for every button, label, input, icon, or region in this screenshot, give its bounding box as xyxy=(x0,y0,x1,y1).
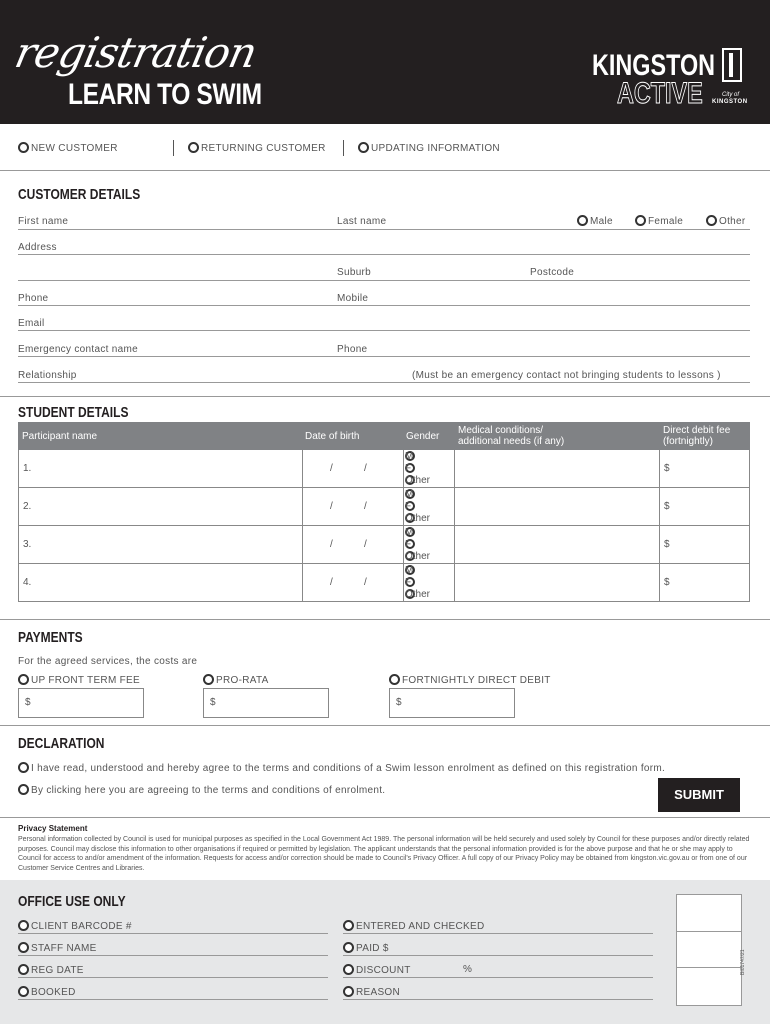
divider xyxy=(0,725,770,726)
gender-f-label: F xyxy=(405,463,412,474)
reg-date-field[interactable] xyxy=(18,977,328,978)
reason-label: REASON xyxy=(356,987,401,998)
date-sep: / xyxy=(364,577,367,588)
relationship-field[interactable] xyxy=(18,382,750,383)
kingston-k-icon xyxy=(722,48,742,82)
student-row[interactable] xyxy=(19,450,749,488)
declaration-heading: DECLARATION xyxy=(18,735,105,752)
discount-option[interactable] xyxy=(343,964,411,976)
paid-label: PAID $ xyxy=(356,943,389,954)
divider xyxy=(454,450,455,488)
fee-header-line1: Direct debit fee xyxy=(663,425,731,436)
radio-icon[interactable] xyxy=(203,674,214,685)
date-sep: / xyxy=(330,463,333,474)
returning-customer-label: RETURNING CUSTOMER xyxy=(201,143,326,154)
student-row[interactable] xyxy=(19,488,749,526)
staff-name-field[interactable] xyxy=(18,955,328,956)
office-stamp-box[interactable] xyxy=(676,894,742,932)
fee-header-line2: (fortnightly) xyxy=(663,436,714,447)
date-of-birth-header: Date of birth xyxy=(305,431,360,442)
divider xyxy=(454,564,455,602)
divider xyxy=(0,170,770,171)
radio-icon[interactable] xyxy=(18,674,29,685)
currency-symbol: $ xyxy=(396,697,402,708)
brand-line2: ACTIVE xyxy=(616,77,703,110)
updating-information-label: UPDATING INFORMATION xyxy=(371,143,500,154)
postcode-label: Postcode xyxy=(530,267,575,278)
form-reference: BI01747/21 xyxy=(740,949,746,975)
office-stamp-box[interactable] xyxy=(676,932,742,968)
script-title: registration xyxy=(10,28,261,77)
returning-customer-option[interactable] xyxy=(188,142,326,154)
staff-name-option[interactable] xyxy=(18,942,97,954)
phone-field[interactable] xyxy=(18,305,750,306)
updating-information-option[interactable] xyxy=(358,142,500,154)
city-of-kingston-logo xyxy=(712,48,752,108)
declaration-statement2: By clicking here you are agreeing to the terms and conditions of enrolment. xyxy=(31,785,386,796)
date-sep: / xyxy=(364,539,367,550)
currency-symbol: $ xyxy=(25,697,31,708)
suburb-field[interactable] xyxy=(18,280,750,281)
female-label: Female xyxy=(648,216,684,227)
entered-checked-field[interactable] xyxy=(343,933,653,934)
client-barcode-field[interactable] xyxy=(18,933,328,934)
gender-other-label: Other xyxy=(405,589,431,600)
divider xyxy=(659,564,660,602)
office-use-section xyxy=(0,880,770,1024)
currency-symbol: $ xyxy=(664,577,670,588)
radio-icon[interactable] xyxy=(18,784,29,795)
currency-symbol: $ xyxy=(210,697,216,708)
date-sep: / xyxy=(364,501,367,512)
divider xyxy=(403,488,404,526)
gender-m-label: M xyxy=(405,565,414,576)
date-sep: / xyxy=(330,539,333,550)
privacy-text: Personal information collected by Council is used for municipal purposes as specified in the Local Government Act 1989. The personal information will be held securely and used solely by Council for these purposes and/or directly related purposes. Council may disclose this information to other organisations if required or permitted by legislation. The applicant understands that the personal information provided is for the above purpose and that he or she may apply to Council for access to and/or amendment of the information. Requests for access and/or correction should be made to Council's Privacy Officer. A full copy of our Privacy Policy may be obtained from kingston.vic.gov.au or from one of our Customer Service Centres and Libraries. xyxy=(18,836,750,872)
up-front-label: UP FRONT TERM FEE xyxy=(31,675,141,686)
radio-icon[interactable] xyxy=(389,674,400,685)
entered-checked-label: ENTERED AND CHECKED xyxy=(356,921,485,932)
divider xyxy=(302,564,303,602)
radio-icon[interactable] xyxy=(358,142,369,153)
row-number: 2. xyxy=(23,501,32,512)
divider xyxy=(403,450,404,488)
radio-icon[interactable] xyxy=(343,942,354,953)
date-sep: / xyxy=(364,463,367,474)
email-field[interactable] xyxy=(18,330,750,331)
pro-rata-label: PRO-RATA xyxy=(216,675,269,686)
pro-rata-amount-field[interactable] xyxy=(203,688,329,718)
up-front-option[interactable] xyxy=(18,674,140,686)
row-number: 1. xyxy=(23,463,32,474)
staff-name-label: STAFF NAME xyxy=(31,943,97,954)
discount-label: DISCOUNT xyxy=(356,965,411,976)
phone-label: Phone xyxy=(18,293,49,304)
terms-agree-option[interactable] xyxy=(18,784,385,796)
gender-f-label: F xyxy=(405,539,412,550)
emergency-contact-field[interactable] xyxy=(18,356,750,357)
brand-line1: KINGSTON xyxy=(592,49,716,82)
office-stamp-box[interactable] xyxy=(676,968,742,1006)
email-label: Email xyxy=(18,318,45,329)
submit-button[interactable]: SUBMIT xyxy=(658,778,740,812)
payments-intro: For the agreed services, the costs are xyxy=(18,656,198,667)
divider xyxy=(173,140,174,156)
divider xyxy=(302,488,303,526)
gender-f-label: F xyxy=(405,577,412,588)
last-name-label: Last name xyxy=(337,216,387,227)
student-table-header xyxy=(18,422,750,450)
gender-other-label: Other xyxy=(405,475,431,486)
divider xyxy=(403,526,404,564)
divider xyxy=(659,488,660,526)
discount-field[interactable] xyxy=(343,977,653,978)
radio-icon[interactable] xyxy=(188,142,199,153)
date-sep: / xyxy=(330,577,333,588)
radio-icon[interactable] xyxy=(343,986,354,997)
participant-name-header: Participant name xyxy=(22,431,98,442)
radio-icon[interactable] xyxy=(343,920,354,931)
medical-header-line2: additional needs (if any) xyxy=(458,436,565,447)
currency-symbol: $ xyxy=(664,463,670,474)
page-title: LEARN TO SWIM xyxy=(68,78,262,111)
reason-option[interactable] xyxy=(343,986,400,998)
radio-icon[interactable] xyxy=(18,964,29,975)
divider xyxy=(659,526,660,564)
radio-icon[interactable] xyxy=(18,986,29,997)
row-number: 4. xyxy=(23,577,32,588)
student-row[interactable] xyxy=(19,564,749,602)
gender-female-option[interactable] xyxy=(635,215,683,227)
booked-label: BOOKED xyxy=(31,987,76,998)
gender-other-option[interactable] xyxy=(706,215,746,227)
address-field[interactable] xyxy=(18,254,750,255)
client-barcode-option[interactable] xyxy=(18,920,132,932)
gender-header: Gender xyxy=(406,431,440,442)
direct-debit-label: FORTNIGHTLY DIRECT DEBIT xyxy=(402,675,551,686)
direct-debit-option[interactable] xyxy=(389,674,551,686)
emergency-contact-label: Emergency contact name xyxy=(18,344,138,355)
client-barcode-label: CLIENT BARCODE # xyxy=(31,921,132,932)
other-label: Other xyxy=(719,216,746,227)
divider xyxy=(454,488,455,526)
new-customer-option[interactable] xyxy=(18,142,118,154)
reg-date-label: REG DATE xyxy=(31,965,84,976)
city-name-label: KINGSTON xyxy=(712,99,748,105)
student-row[interactable] xyxy=(19,526,749,564)
suburb-label: Suburb xyxy=(337,267,372,278)
medical-header-line1: Medical conditions/ xyxy=(458,425,544,436)
pro-rata-option[interactable] xyxy=(203,674,269,686)
divider xyxy=(454,526,455,564)
divider xyxy=(302,450,303,488)
male-label: Male xyxy=(590,216,613,227)
first-name-label: First name xyxy=(18,216,69,227)
radio-icon[interactable] xyxy=(18,942,29,953)
privacy-title: Privacy Statement xyxy=(18,824,88,833)
paid-field[interactable] xyxy=(343,955,653,956)
paid-option[interactable] xyxy=(343,942,389,954)
gender-other-label: Other xyxy=(405,551,431,562)
booked-option[interactable] xyxy=(18,986,76,998)
radio-icon[interactable] xyxy=(18,920,29,931)
radio-icon[interactable] xyxy=(343,964,354,975)
up-front-amount-field[interactable] xyxy=(18,688,144,718)
header-banner xyxy=(0,0,770,124)
relationship-note: (Must be an emergency contact not bringing students to lessons ) xyxy=(412,370,721,381)
currency-symbol: $ xyxy=(664,539,670,550)
declaration-statement1: I have read, understood and hereby agree to the terms and conditions of a Swim lesson enrolment as defined on this registration form. xyxy=(31,763,666,774)
kingston-active-logo xyxy=(592,49,716,110)
currency-symbol: $ xyxy=(664,501,670,512)
payments-heading: PAYMENTS xyxy=(18,629,83,646)
address-label: Address xyxy=(18,242,57,253)
city-of-label: City of xyxy=(722,92,740,98)
radio-icon[interactable] xyxy=(706,215,717,226)
office-use-heading: OFFICE USE ONLY xyxy=(18,893,126,910)
student-details-heading: STUDENT DETAILS xyxy=(18,404,129,421)
customer-details-heading: CUSTOMER DETAILS xyxy=(18,186,141,203)
divider xyxy=(403,564,404,602)
relationship-label: Relationship xyxy=(18,370,77,381)
declaration-agree-option[interactable] xyxy=(18,762,665,774)
gender-f-label: F xyxy=(405,501,412,512)
reason-field[interactable] xyxy=(343,999,653,1000)
direct-debit-amount-field[interactable] xyxy=(389,688,515,718)
radio-icon[interactable] xyxy=(18,142,29,153)
reg-date-option[interactable] xyxy=(18,964,84,976)
emergency-phone-label: Phone xyxy=(337,344,368,355)
percent-symbol: % xyxy=(463,964,473,975)
gender-male-option[interactable] xyxy=(577,215,613,227)
first-name-field[interactable] xyxy=(18,229,750,230)
radio-icon[interactable] xyxy=(18,762,29,773)
booked-field[interactable] xyxy=(18,999,328,1000)
radio-icon[interactable] xyxy=(635,215,646,226)
divider xyxy=(343,140,344,156)
divider xyxy=(0,396,770,397)
gender-other-label: Other xyxy=(405,513,431,524)
divider xyxy=(659,450,660,488)
radio-icon[interactable] xyxy=(577,215,588,226)
date-sep: / xyxy=(330,501,333,512)
divider xyxy=(0,817,770,818)
row-number: 3. xyxy=(23,539,32,550)
divider xyxy=(0,619,770,620)
mobile-label: Mobile xyxy=(337,293,369,304)
gender-m-label: M xyxy=(405,527,414,538)
gender-m-label: M xyxy=(405,489,414,500)
student-table xyxy=(18,450,750,602)
new-customer-label: NEW CUSTOMER xyxy=(31,143,118,154)
divider xyxy=(302,526,303,564)
entered-checked-option[interactable] xyxy=(343,920,485,932)
gender-m-label: M xyxy=(405,451,414,462)
